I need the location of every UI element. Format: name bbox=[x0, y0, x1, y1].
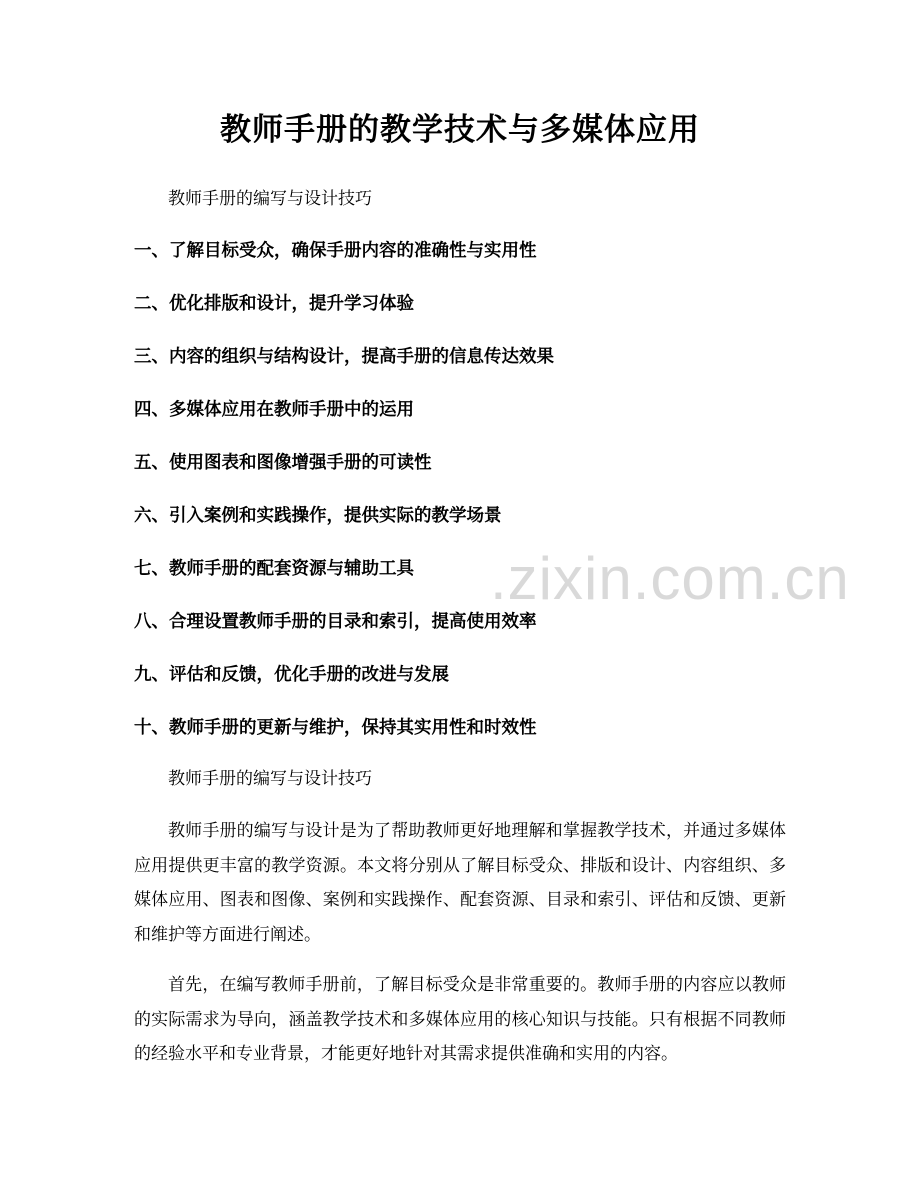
body-paragraph: 教师手册的编写与设计是为了帮助教师更好地理解和掌握教学技术，并通过多媒体应用提供更丰富的教学资源。本文将分别从了解目标受众、排版和设计、内容组织、多媒体应用、图表和图像、案例和实践操作、配套资源、目录和索引、评估和反馈、更新和维护等方面进行阐述。 bbox=[134, 821, 786, 945]
section-heading: 七、教师手册的配套资源与辅助工具 bbox=[134, 559, 414, 579]
section-heading: 二、优化排版和设计，提升学习体验 bbox=[134, 294, 414, 314]
section-list bbox=[134, 236, 554, 766]
section-heading: 十、教师手册的更新与维护，保持其实用性和时效性 bbox=[134, 718, 537, 738]
body-paragraph: 首先，在编写教师手册前，了解目标受众是非常重要的。教师手册的内容应以教师的实际需求为导向，涵盖教学技术和多媒体应用的核心知识与技能。只有根据不同教师的经验水平和专业背景，才能更好地针对其需求提供准确和实用的内容。 bbox=[134, 975, 786, 1064]
page-title: 教师手册的教学技术与多媒体应用 bbox=[220, 112, 700, 148]
section-heading: 一、了解目标受众，确保手册内容的准确性与实用性 bbox=[134, 241, 537, 261]
section-heading: 九、评估和反馈，优化手册的改进与发展 bbox=[134, 665, 449, 685]
subtitle: 教师手册的编写与设计技巧 bbox=[168, 189, 372, 209]
section-heading: 八、合理设置教师手册的目录和索引，提高使用效率 bbox=[134, 612, 537, 632]
subtitle-repeat: 教师手册的编写与设计技巧 bbox=[168, 769, 372, 789]
section-heading: 六、引入案例和实践操作，提供实际的教学场景 bbox=[134, 506, 502, 526]
section-heading: 四、多媒体应用在教师手册中的运用 bbox=[134, 400, 414, 420]
section-heading: 三、内容的组织与结构设计，提高手册的信息传达效果 bbox=[134, 347, 554, 367]
section-heading: 五、使用图表和图像增强手册的可读性 bbox=[134, 453, 432, 473]
watermark-visible: .zixin.com.cn bbox=[490, 545, 850, 612]
